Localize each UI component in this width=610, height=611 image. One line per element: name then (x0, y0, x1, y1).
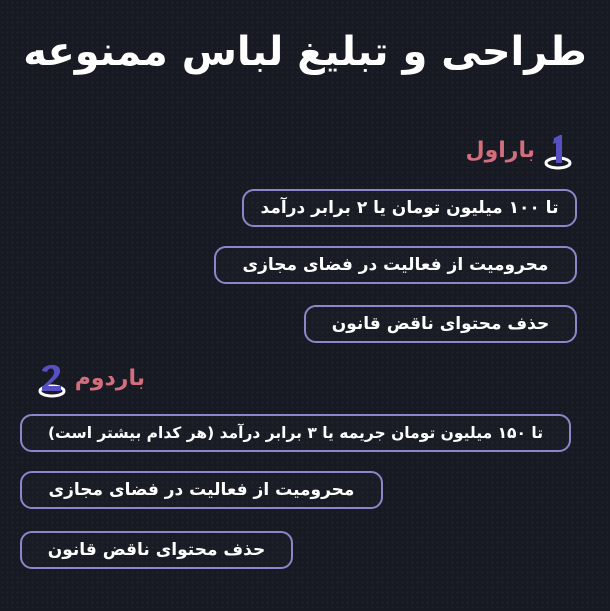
section-header-second (35, 360, 145, 398)
section-label-first: باراول (465, 138, 535, 163)
penalty-item: تا ۱۰۰ میلیون تومان یا ۲ برابر درآمد (242, 189, 577, 227)
section-label-second: باردوم (74, 366, 145, 391)
penalty-item: حذف محتوای ناقض قانون (304, 305, 577, 343)
section-header-first (466, 132, 576, 170)
penalty-item: حذف محتوای ناقض قانون (20, 531, 293, 569)
penalty-item: محرومیت از فعالیت در فضای مجازی (214, 246, 577, 284)
number-1-marker-icon (541, 132, 575, 170)
penalty-item: محرومیت از فعالیت در فضای مجازی (20, 471, 383, 509)
page-title: طراحی و تبلیغ لباس ممنوعه (23, 29, 587, 75)
penalty-item: تا ۱۵۰ میلیون تومان جریمه یا ۳ برابر درآمد (هر کدام بیشتر است) (20, 414, 571, 452)
number-2-marker-icon (35, 360, 69, 398)
